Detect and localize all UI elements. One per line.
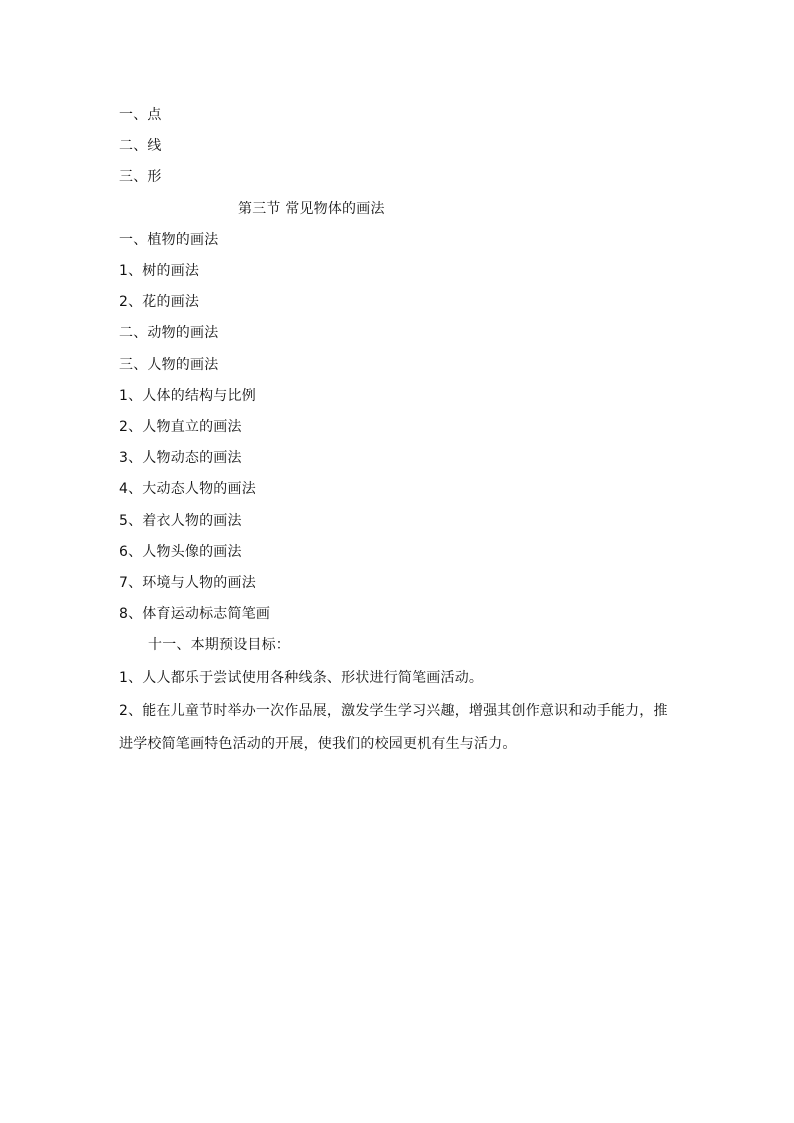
section-title: 第三节 常见物体的画法 — [238, 200, 385, 217]
list-item: 2、花的画法 — [119, 294, 200, 311]
list-item: 一、点 — [119, 107, 162, 123]
list-item: 6、人物头像的画法 — [119, 543, 242, 560]
list-item: 三、人物的画法 — [119, 356, 219, 373]
goal-paragraph: 1、人人都乐于尝试使用各种线条、形状进行简笔画活动。 — [119, 669, 484, 686]
list-item: 7、环境与人物的画法 — [119, 575, 256, 592]
list-item: 8、体育运动标志简笔画 — [119, 606, 271, 623]
document-body — [119, 100, 679, 761]
goals-heading: 十一、本期预设目标： — [148, 637, 290, 654]
list-item: 二、动物的画法 — [119, 325, 219, 342]
list-item: 一、植物的画法 — [119, 231, 219, 248]
list-item: 1、树的画法 — [119, 263, 200, 280]
list-item: 二、线 — [119, 138, 162, 155]
list-item: 4、大动态人物的画法 — [119, 481, 256, 498]
list-item: 5、着衣人物的画法 — [119, 512, 242, 529]
list-item: 三、形 — [119, 169, 162, 186]
goal-paragraph: 2、能在儿童节时举办一次作品展，激发学生学习兴趣，增强其创作意识和动手能力，推进学校简笔画特色活动的开展，使我们的校园更机有生与活力。 — [119, 702, 668, 752]
list-item: 1、人体的结构与比例 — [119, 387, 256, 404]
list-item: 3、人物动态的画法 — [119, 450, 242, 467]
list-item: 2、人物直立的画法 — [119, 419, 242, 436]
